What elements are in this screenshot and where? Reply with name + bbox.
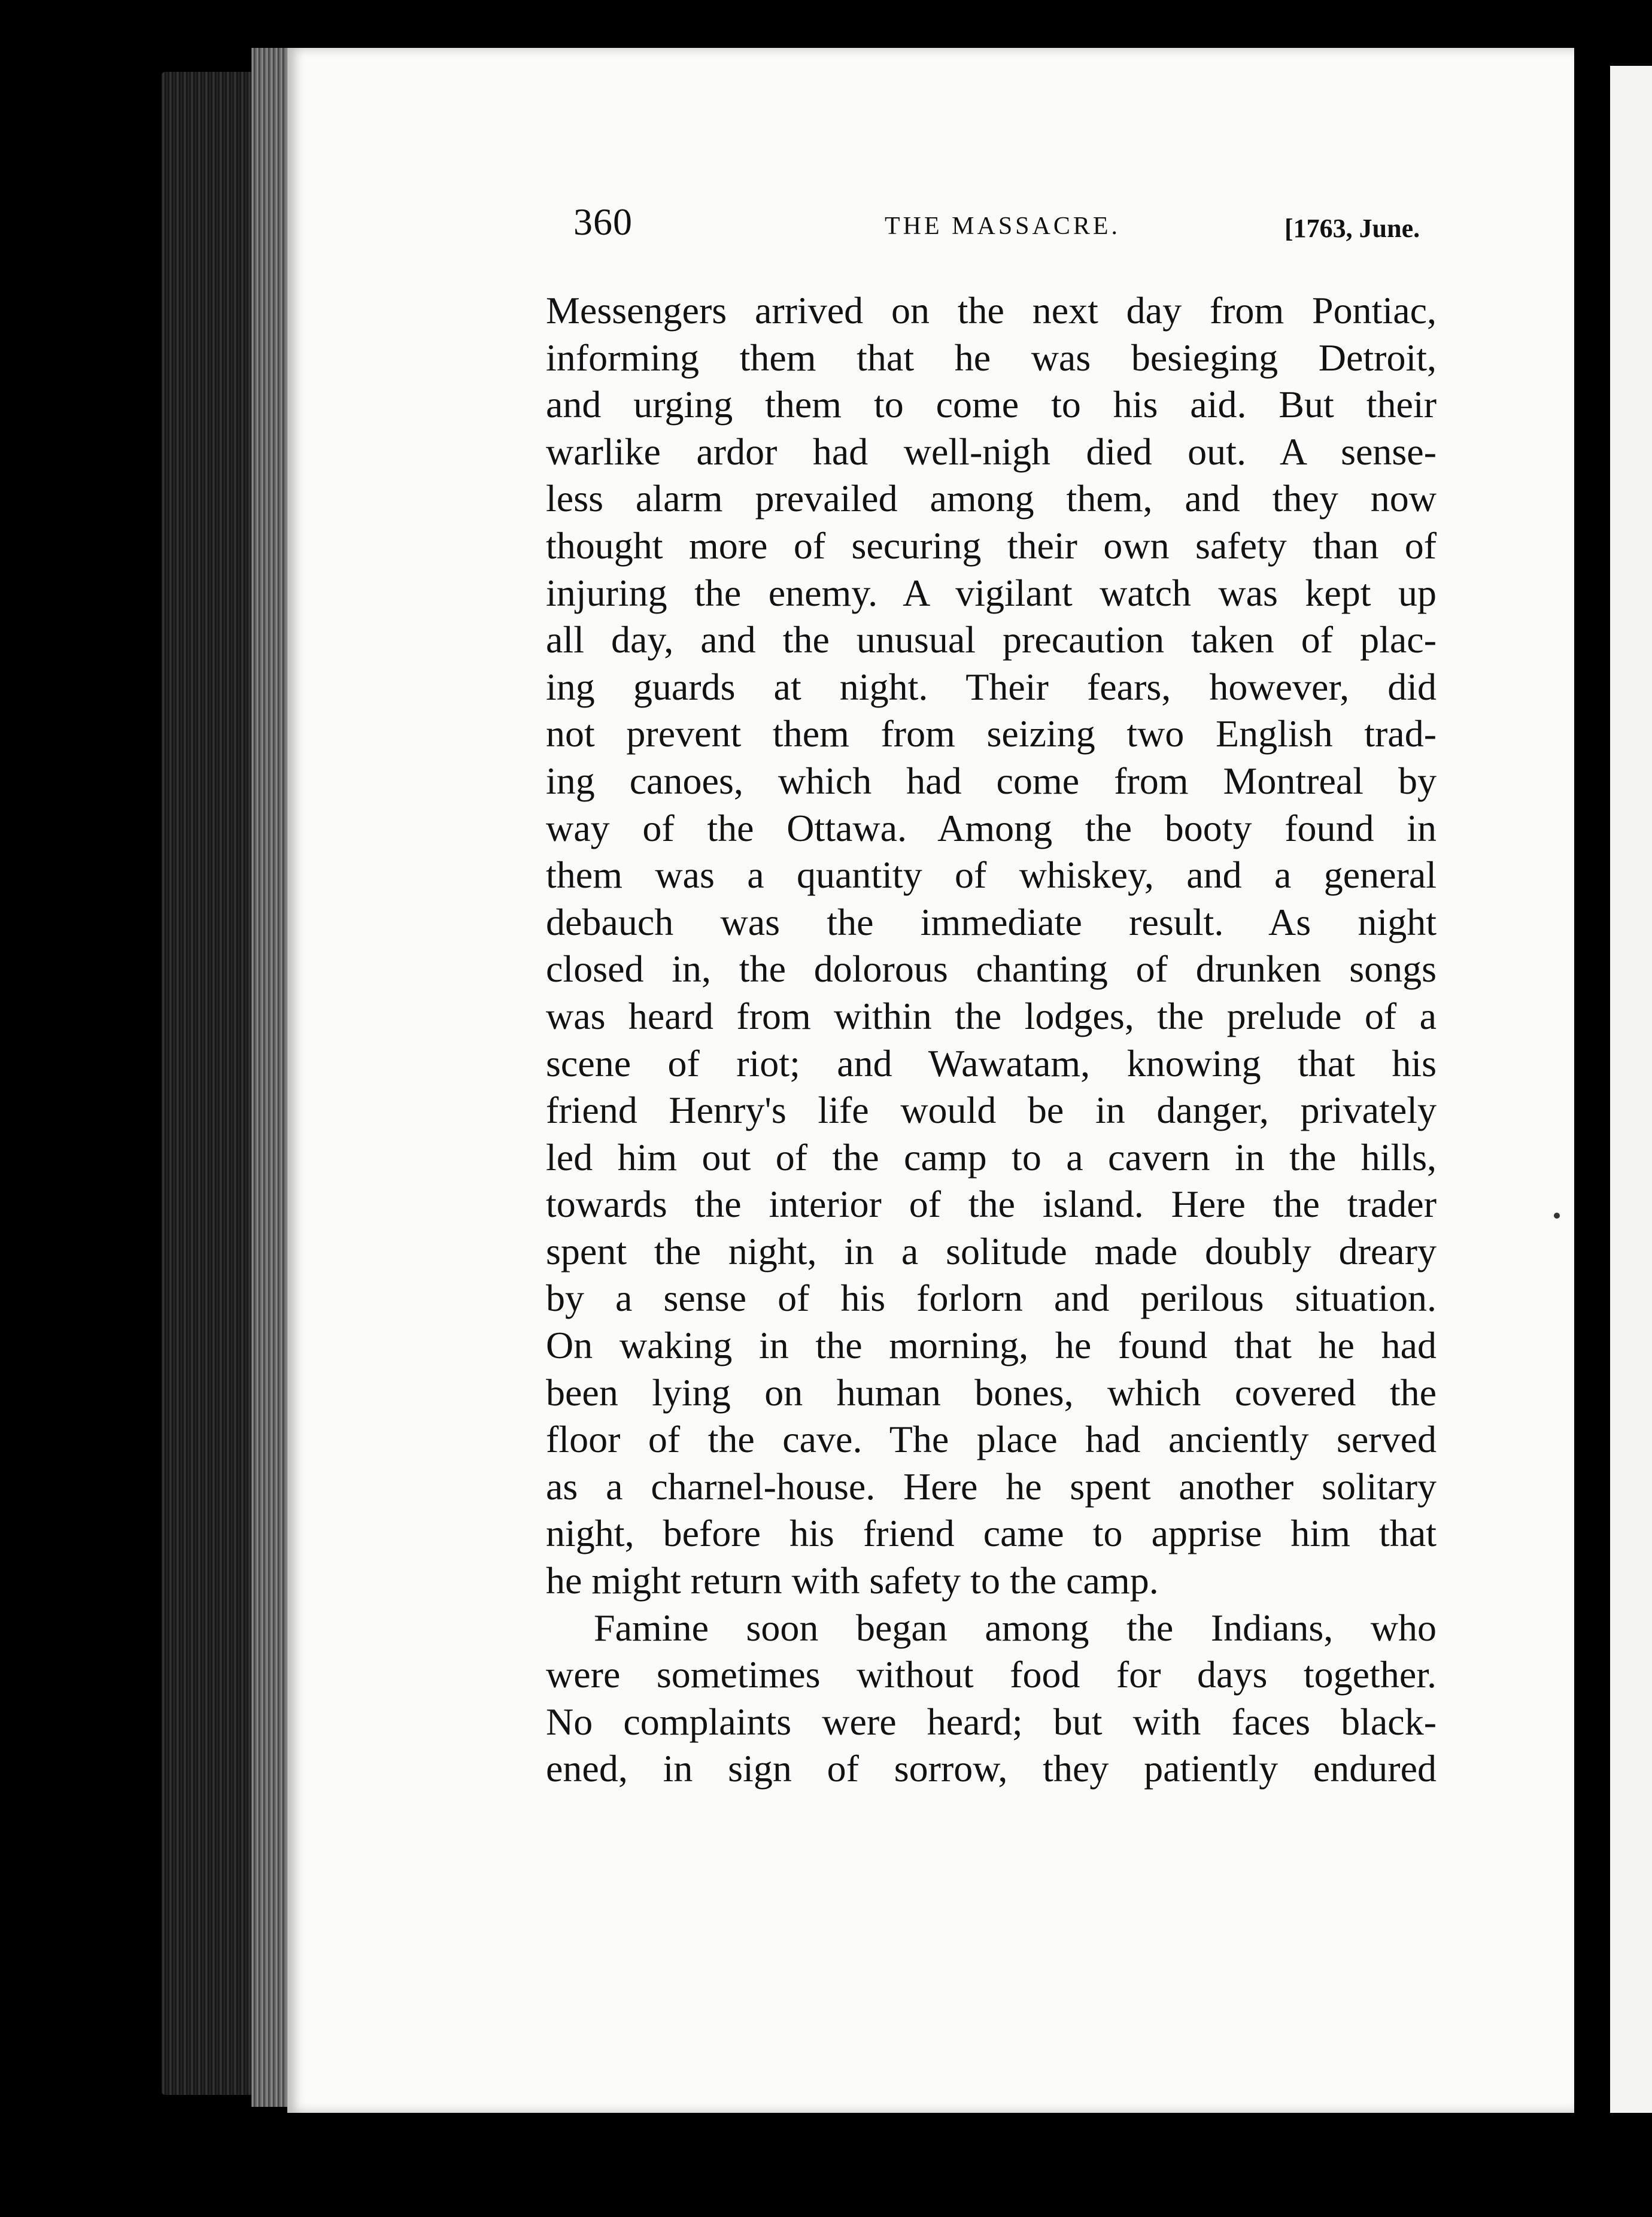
text-line: ened, in sign of sorrow, they patiently endured [546, 1747, 1437, 1790]
date-head: [1763, June. [1284, 214, 1420, 243]
text-line: less alarm prevailed among them, and they now [546, 477, 1437, 520]
text-line: ing guards at night. Their fears, however, did [546, 665, 1437, 708]
text-line: ing canoes, which had come from Montreal by [546, 759, 1437, 802]
text-line: he might return with safety to the camp. [546, 1559, 1159, 1602]
text-line: floor of the cave. The place had anciently served [546, 1418, 1437, 1461]
text-line: night, before his friend came to apprise him that [546, 1512, 1437, 1555]
text-line: spent the night, in a solitude made doubly dreary [546, 1229, 1437, 1273]
text-line: and urging them to come to his aid. But their [546, 383, 1437, 426]
page-header [573, 195, 1459, 249]
text-line: informing them that he was besieging Detroit, [546, 336, 1437, 379]
text-line: closed in, the dolorous chanting of drunken songs [546, 947, 1437, 991]
text-line: scene of riot; and Wawatam, knowing that his [546, 1041, 1437, 1085]
text-line: was heard from within the lodges, the prelude of a [546, 994, 1437, 1037]
text-line: warlike ardor had well-nigh died out. A sense- [546, 430, 1437, 473]
running-head: THE MASSACRE. [885, 212, 1121, 240]
text-line: Messengers arrived on the next day from Pontiac, [546, 289, 1437, 332]
text-line: injuring the enemy. A vigilant watch was kept up [546, 571, 1437, 614]
text-line: debauch was the immediate result. As night [546, 900, 1437, 943]
text-line: way of the Ottawa. Among the booty found in [546, 806, 1437, 849]
text-line: Famine soon began among the Indians, who [594, 1606, 1437, 1649]
facing-page-edge [1610, 66, 1652, 2113]
text-line: No complaints were heard; but with faces black- [546, 1700, 1437, 1743]
body-text [546, 287, 1437, 1793]
text-line: friend Henry's life would be in danger, privately [546, 1089, 1437, 1132]
scan-speck [1554, 1213, 1560, 1219]
text-line: were sometimes without food for days together. [546, 1653, 1437, 1696]
text-line: as a charnel-house. Here he spent another solitary [546, 1465, 1437, 1508]
text-line: been lying on human bones, which covered the [546, 1371, 1437, 1414]
text-line: all day, and the unusual precaution taken of plac- [546, 618, 1437, 661]
text-line: led him out of the camp to a cavern in the hills, [546, 1135, 1437, 1179]
page-number: 360 [573, 201, 633, 243]
text-line: by a sense of his forlorn and perilous situation. [546, 1277, 1437, 1320]
text-line: On waking in the morning, he found that he had [546, 1324, 1437, 1367]
text-line: not prevent them from seizing two English trad- [546, 712, 1437, 755]
text-line: them was a quantity of whiskey, and a general [546, 854, 1437, 897]
text-line: towards the interior of the island. Here the trader [546, 1183, 1437, 1226]
text-line: thought more of securing their own safety than of [546, 524, 1437, 567]
